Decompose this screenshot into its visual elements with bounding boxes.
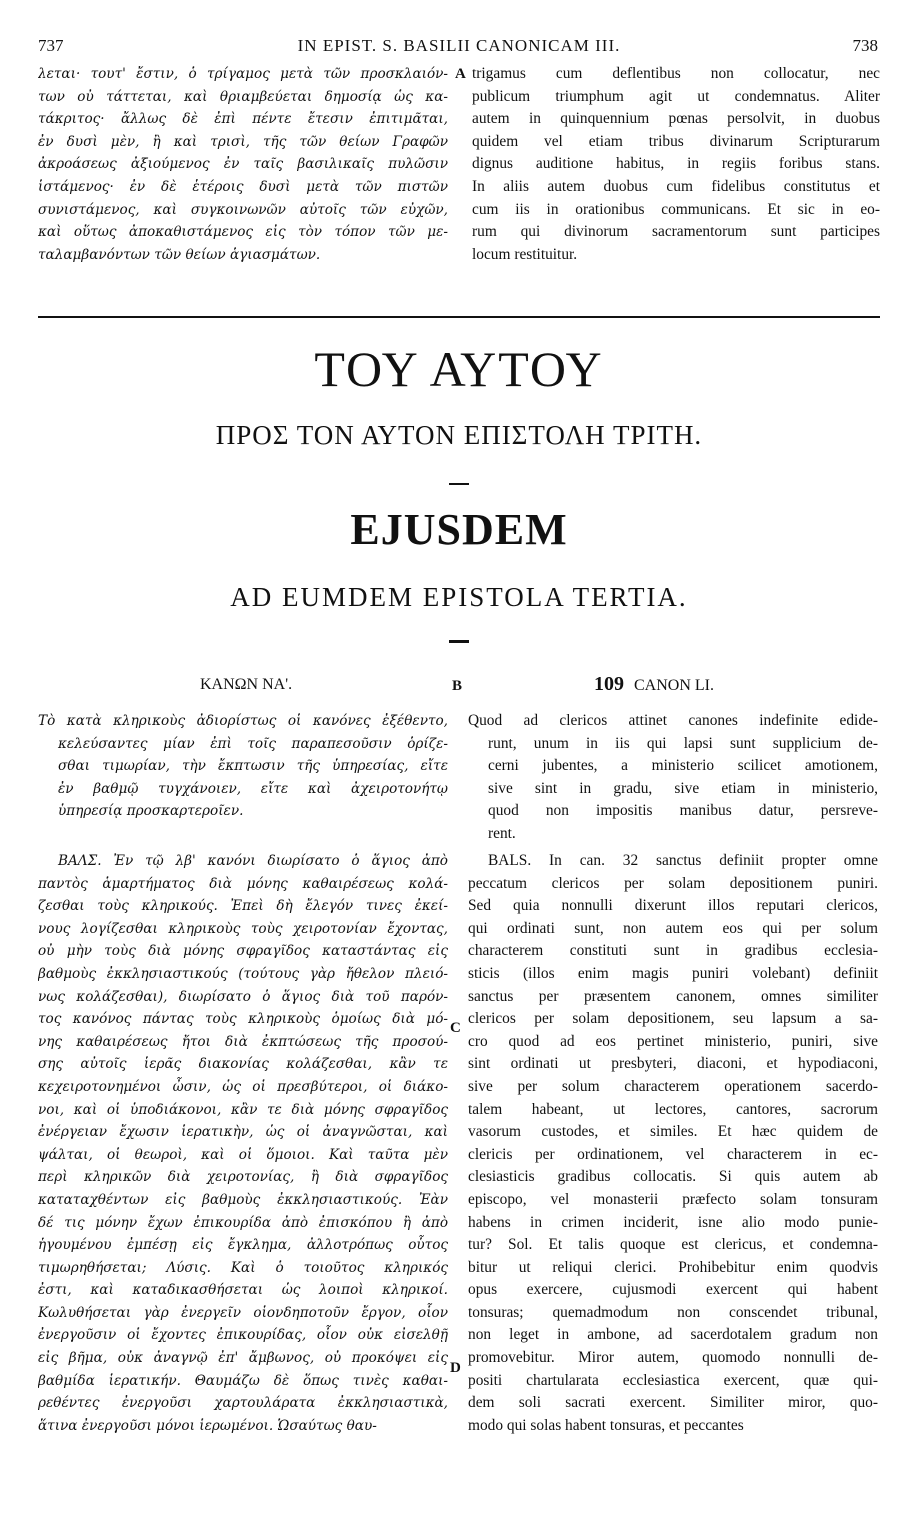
text-line: συνιστάμενος, καὶ συγκοινωνῶν αὐτοῖς τῶν εὐχῶν, (38, 201, 448, 218)
text-line: talem habeant, ut lectores, cantores, sacrorum (468, 1100, 878, 1118)
text-line: cro quod ad eos pertinet ministerio, puniri, sive (468, 1032, 878, 1050)
text-line: clericis per ordinationem, vel characterem in ec- (468, 1145, 878, 1163)
text-line: παντὸς ἁμαρτήματος διὰ μόνης καθαιρέσεως κολά- (38, 875, 448, 892)
text-line: In aliis autem duobus cum fidelibus constitutus et (472, 177, 880, 195)
text-line: locum restituitur. (472, 245, 578, 263)
text-line: sive sint in gradu, sive etiam in ministerio, (488, 779, 878, 797)
margin-letter-a: A (455, 66, 466, 82)
text-line: autem in quinquennium pœnas persolvit, in duobus (472, 110, 880, 128)
text-line: peccatum clericos per solam depositionem puniri. (468, 874, 878, 892)
text-line: cerni jubentes, a ministerio scilicet amotionem, (488, 757, 878, 775)
running-header-title: IN EPIST. S. BASILII CANONICAM III. (297, 36, 621, 55)
text-line: dignus auditione habitus, in regiis foribus stans. (472, 155, 880, 173)
text-line: οὐ μὴν τοὺς διὰ μόνης σφραγῖδος καταστάντας εἰς (38, 943, 448, 960)
margin-letter-d: D (450, 1360, 461, 1376)
text-line: ἀκροάσεως ἀξιούμενος ἐν ταῖς βασιλικαῖς πυλῶσιν (38, 156, 448, 173)
text-line: cum iis in orationibus communicans. Et sic in eo- (472, 200, 880, 218)
text-line: καὶ οὕτως ἀποκαθιστάμενος εἰς τὸν τόπον τῶν με- (38, 224, 448, 241)
top-latin-column (472, 63, 880, 266)
text-line: rum qui divinorum sacramentorum sunt participes (472, 223, 880, 241)
text-line: κελεύσαντες μίαν ἐπὶ τοῖς παραπεσοῦσιν ὁρίζε- (58, 735, 448, 752)
text-line: ἐν δυσὶ μὲν, ἢ καὶ τρισὶ, τῆς τῶν θείων Γραφῶν (38, 133, 448, 150)
section-rule (38, 316, 880, 318)
text-line: runt, unum in iis qui lapsi sunt supplicium de- (488, 734, 878, 752)
title-latin: EJUSDEM (350, 505, 568, 554)
subtitle-greek: ΠΡΟΣ ΤΟΝ ΑΥΤΟΝ ΕΠΙΣΤΟΛΗ ΤΡΙΤΗ. (215, 420, 703, 450)
margin-letter-b: B (452, 678, 463, 694)
canon-latin-text (468, 710, 878, 846)
text-line: episcopo, vel monasterii præfecto solam tonsuram (468, 1190, 878, 1208)
text-line: σθαι τιμωρίαν, τὴν ἔκπτωσιν τῆς ὑπηρεσίας, εἴτε (58, 758, 448, 775)
commentary-latin-column (468, 850, 878, 1437)
text-line: rent. (488, 824, 516, 842)
text-line: Κωλυθήσεται γὰρ ἐνεργεῖν οἱονδηποτοῦν ἔργον, οἷον (38, 1304, 448, 1321)
text-line: ρεθέντες ἐνεργοῦσι χαρτουλάρατα ἐκκλησιαστικὰ, (38, 1395, 448, 1412)
text-line: εἰς βῆμα, οὐκ ἀναγνῷ ἐπ' ἄμβωνος, οὐ προκόψει εἰς (38, 1350, 448, 1367)
text-line: positi chartularata ecclesiastica exercent, quæ qui- (468, 1371, 878, 1389)
text-line: sive per solum characterem operationem sacerdo- (468, 1077, 878, 1095)
commentary-greek-column (38, 850, 448, 1437)
text-line: habens in crimen inciderit, isne alio modo punie- (468, 1213, 878, 1231)
text-line: ὑπηρεσίᾳ προσκαρτεροῖεν. (58, 803, 244, 820)
canon-label: CANON LI. (634, 677, 714, 694)
text-line: sint ordinati ut presbyteri, diaconi, et hypodiaconi, (468, 1055, 878, 1073)
text-line: των οὐ τάττεται, καὶ θριαμβεύεται δημοσίᾳ ὡς κα- (38, 88, 448, 105)
title-dash (449, 483, 469, 485)
text-line: quidem vel etiam tribus divinarum Scripturarum (472, 132, 880, 150)
text-line: modo qui solas habent tonsuras, et peccantes (468, 1416, 744, 1434)
text-line: τος κανόνος πάντας τοὺς κληρικοὺς ὁμοίως διὰ μό- (38, 1011, 448, 1028)
text-line: βαθμίδα ἱερατικήν. Θαυμάζω δὲ ὅπως τινὲς καθαι- (38, 1372, 448, 1389)
text-line: ἐνεργοῦσιν οἱ ἔχοντες ἐπικουρίδας, οἷον οὐκ εἰσελθῇ (38, 1327, 448, 1344)
text-line: sticis (illos enim magis puniri volebant) definiit (468, 964, 878, 982)
text-line: ζεσθαι τοὺς κληρικούς. Ἐπεὶ δὴ ἔλεγόν τινες ἐκεί- (38, 898, 448, 915)
text-line: sanctus per præsentem canonem, omnes similiter (468, 987, 878, 1005)
text-line: trigamus cum deflentibus non collocatur, nec (472, 65, 880, 82)
canon-number: 109 (594, 673, 624, 695)
canon-heading-latin (594, 673, 714, 696)
text-line: vasorum custodes, et similes. Et hæc quidem de (468, 1123, 878, 1141)
title-greek: ΤΟΥ ΑΥΤΟΥ (314, 341, 604, 397)
text-line: tonsuras; quemadmodum non conscendet tribunal, (468, 1303, 878, 1321)
text-line: tur? Sol. Et talis quoque est clericus, et condemna- (468, 1236, 878, 1254)
text-line: opus exercere, cujusmodi exercent qui habent (468, 1281, 878, 1299)
text-line: τιμωρηθήσεται; Λύσις. Καὶ ὁ τοιοῦτος κληρικός (38, 1259, 448, 1276)
text-line: ψάλται, οἱ θεωροὶ, καὶ οἱ ὅμοιοι. Καὶ ταῦτα μὲν (38, 1146, 448, 1163)
text-line: ταλαμβανόντων τῶν θείων ἁγιασμάτων. (38, 246, 321, 263)
text-line: Τὸ κατὰ κληρικοὺς ἀδιορίστως οἱ κανόνες ἐξέθεντο, (38, 713, 448, 729)
text-line: νοι, καὶ οἱ ὑποδιάκονοι, κἂν τε διὰ μόνης σφραγῖδος (38, 1101, 448, 1118)
text-line: qui ordinati sunt, non autem eos qui per solum (468, 919, 878, 937)
subtitle-latin: AD EUMDEM EPISTOLA TERTIA. (230, 582, 688, 612)
text-line: νης καθαιρέσεως ἤτοι διὰ ἐκπτώσεως τῆς προσού- (38, 1033, 448, 1050)
text-line: ἡγουμένου ἐμπέσῃ εἰς ἔγκλημα, ἀλλοτρόπως οὗτος (38, 1237, 448, 1254)
text-line: non leget in ambone, ad sacerdotalem gradum non (468, 1326, 878, 1344)
text-line: καταταχθέντων εἰς βαθμοὺς ἐκκλησιαστικούς. Ἐὰν (38, 1191, 448, 1208)
text-line: clericos per solam depositionem, seu lapsum a sa- (468, 1010, 878, 1028)
text-line: bitur ut reliqui clerici. Prohibebitur enim quodvis (468, 1258, 878, 1276)
text-line: publicum triumphum agit ut condemnatus. Aliter (472, 87, 880, 105)
text-line: quod non impositis manibus datur, persreve- (488, 802, 878, 820)
text-line: νως κολάζεσθαι), διωρίσατο ὁ ἅγιος διὰ τοῦ παρόν- (38, 988, 448, 1005)
page-number-right: 738 (852, 36, 878, 55)
text-line: ἐστι, καὶ καταδικασθήσεται ὡς λοιποὶ κληρικοί. (38, 1282, 448, 1299)
canon-greek-text (38, 710, 448, 823)
text-line: characterem constituti sunt in gradibus ecclesia- (468, 942, 878, 960)
text-line: ἅτινα ἐνεργοῦσι μόνοι ἱερωμένοι. Ὡσαύτως θαυ- (38, 1417, 377, 1434)
text-line: dem soli sacrati exercent. Similiter miror, quo- (468, 1394, 878, 1412)
page-number-left: 737 (38, 36, 64, 55)
canon-heading-greek: ΚΑΝΩΝ ΝΑ'. (200, 676, 293, 693)
text-line: δέ τις μόνην ἔχων ἐπικουρίδα ἀπὸ ἐπισκόπου ἢ ἀπὸ (38, 1214, 448, 1231)
text-line: περὶ κληρικῶν διὰ χειροτονίας, ἢ διὰ σφραγῖδος (38, 1169, 448, 1186)
text-line: τάκριτος· ἄλλως δὲ ἐπὶ πέντε ἔτεσιν ἐπιτιμᾶται, (38, 111, 448, 128)
title-dash (449, 640, 469, 643)
text-line: clesiasticis gradibus collocatis. Si quis autem ab (468, 1168, 878, 1186)
margin-letter-c: C (450, 1020, 461, 1036)
text-line: ἱστάμενος· ἐν δὲ ἑτέροις δυσὶ μετὰ τῶν πιστῶν (38, 178, 448, 195)
text-line: βαθμοὺς ἐκκλησιαστικούς (τούτους γὰρ ἤθελον πλειό- (38, 965, 448, 982)
text-line: Quod ad clericos attinet canones indefinite edide- (468, 712, 878, 729)
text-line: promovebitur. Miror autem, quomodo nonnulli de- (468, 1349, 878, 1367)
text-line: κεχειροτονημένοι ὦσιν, ὡς οἱ πρεσβύτεροι, οἱ διάκο- (38, 1078, 448, 1095)
text-line: ἐνέργειαν ἔχωσιν ἱερατικὴν, ὡς οἱ ἀναγνῶσται, καὶ (38, 1124, 448, 1141)
top-greek-column (38, 63, 448, 266)
text-line: λεται· τουτ' ἔστιν, ὁ τρίγαμος μετὰ τῶν προσκλαιόν- (38, 66, 448, 82)
text-line: BALS. In can. 32 sanctus definiit propter omne (488, 852, 878, 869)
text-line: ἐν βαθμῷ τυγχάνοιεν, εἴτε καὶ ἀχειροτονήτῳ (58, 780, 448, 797)
text-line: νους λογίζεσθαι κληρικοὺς τοὺς χειροτονίαν ἔχοντας, (38, 920, 448, 937)
text-line: σης αὐτοῖς ἱερᾶς διακονίας κολάζεσθαι, κἂν τε (38, 1056, 448, 1073)
text-line: ΒΑΛΣ. Ἐν τῷ λβ' κανόνι διωρίσατο ὁ ἅγιος ἀπὸ (58, 853, 448, 869)
text-line: Sed quia nonnulli dixerunt illos reputari clericos, (468, 897, 878, 915)
